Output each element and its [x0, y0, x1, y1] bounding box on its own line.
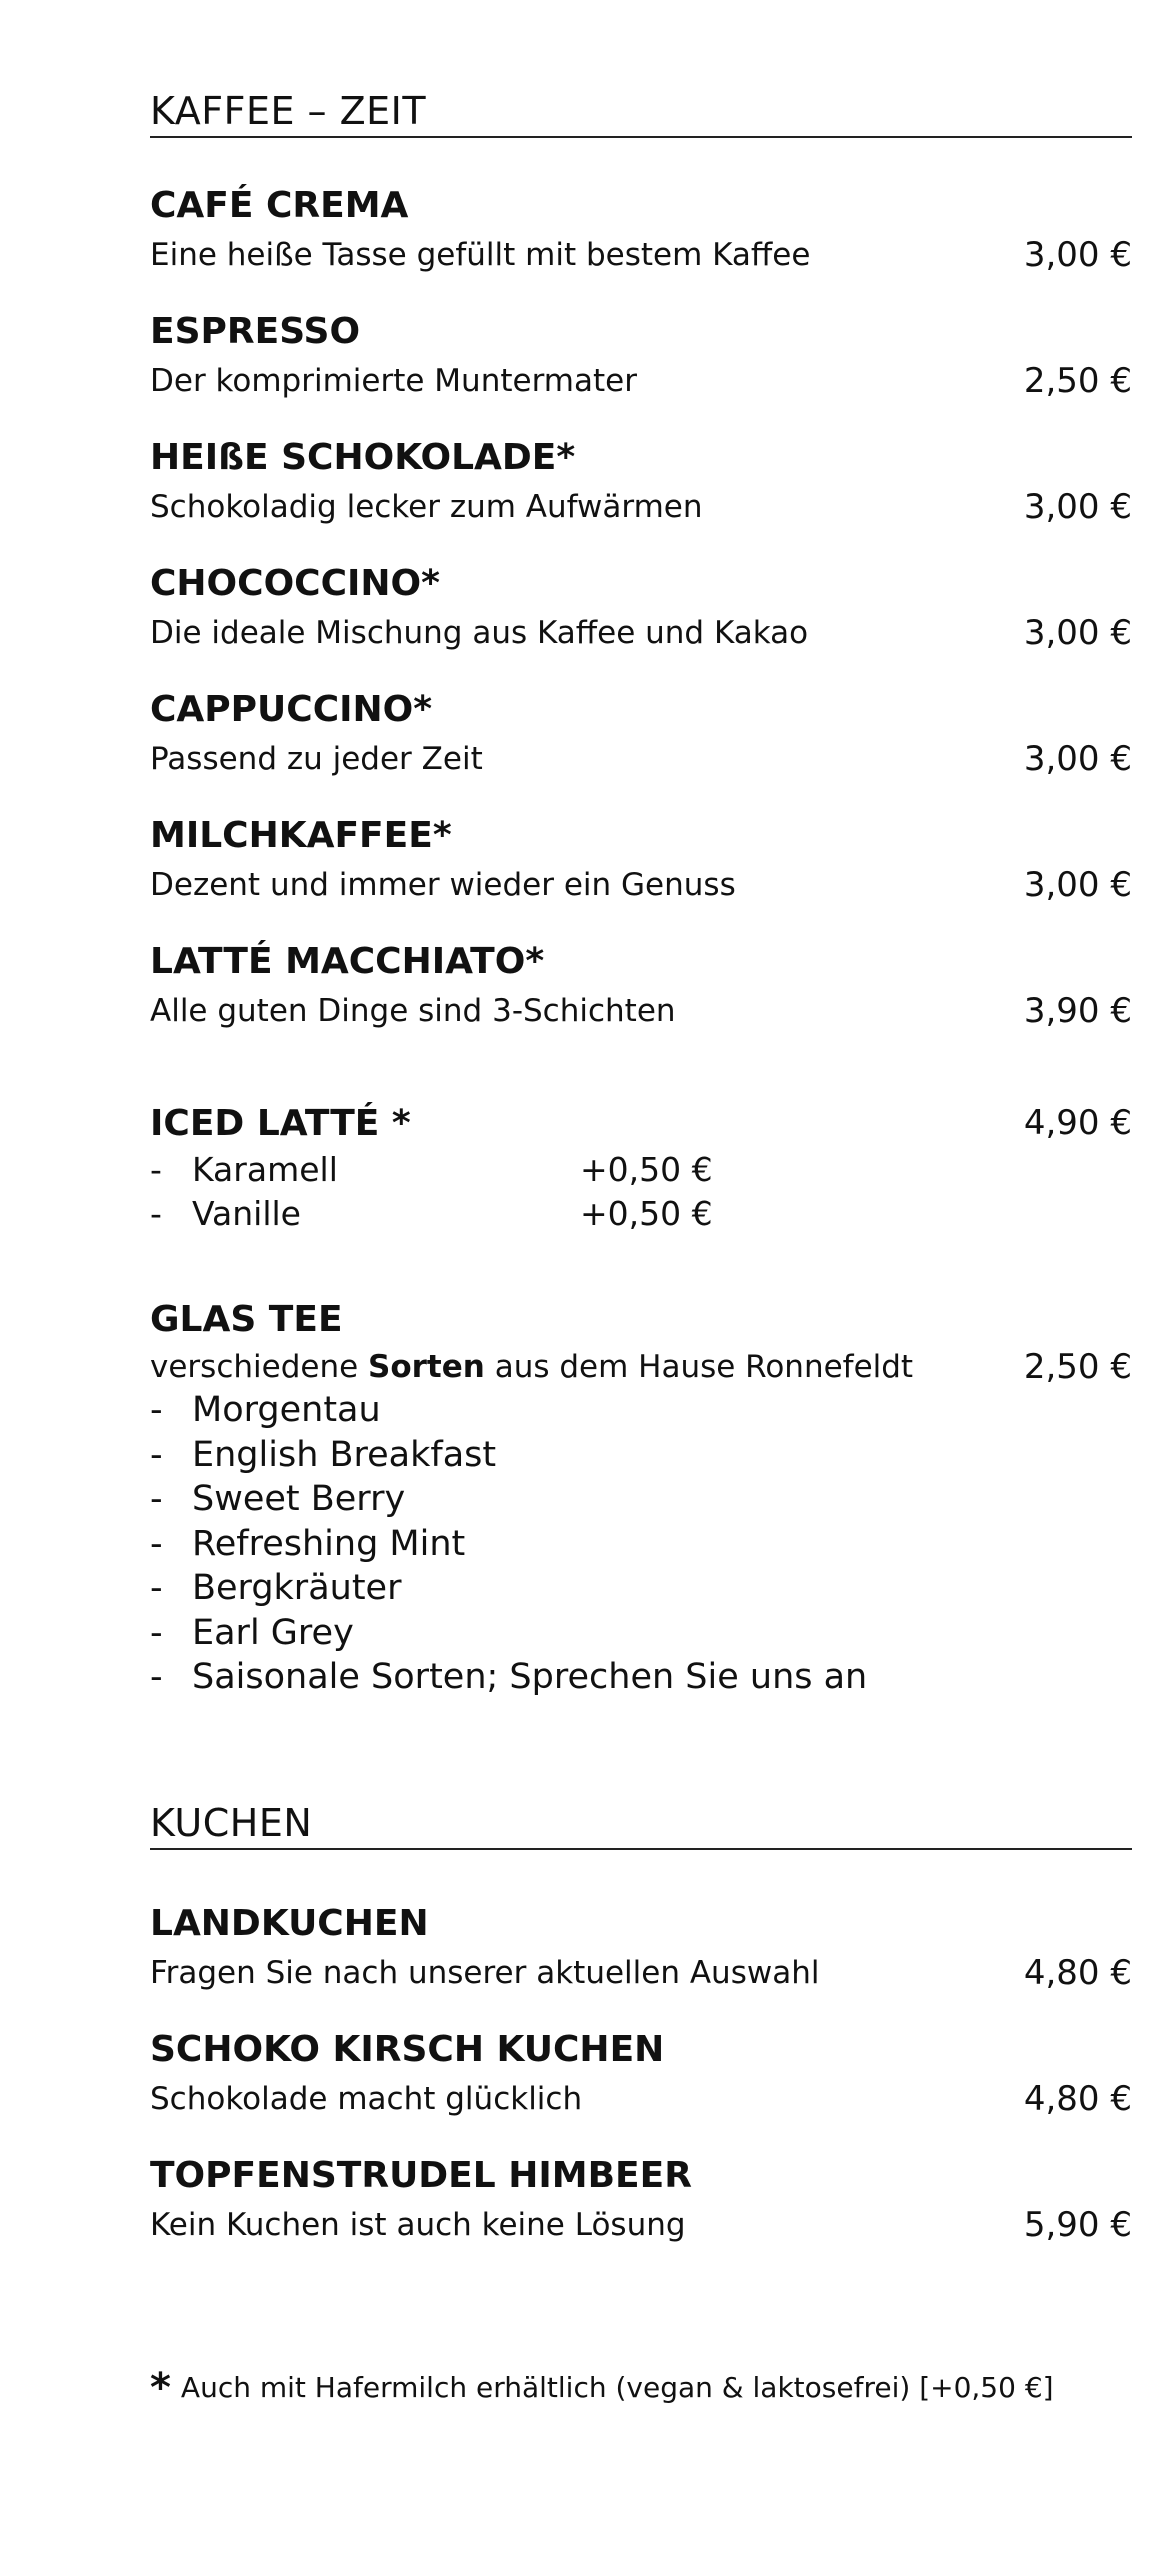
item-name: SCHOKO KIRSCH KUCHEN — [150, 2029, 665, 2070]
variety-label: Saisonale Sorten; Sprechen Sie uns an — [192, 1657, 868, 1697]
item-name: ICED LATTÉ * — [150, 1103, 411, 1144]
list-dash: - — [150, 1612, 163, 1653]
variety-label: Refreshing Mint — [192, 1523, 466, 1564]
item-name: HEIßE SCHOKOLADE* — [150, 437, 576, 478]
item-name: MILCHKAFFEE* — [150, 815, 452, 856]
option-row-karamell — [150, 1148, 1132, 1192]
footnote-asterisk: * — [150, 2365, 171, 2411]
section-title: KUCHEN — [150, 1801, 313, 1845]
option-price: +0,50 € — [580, 1150, 713, 1189]
section-header-kuchen — [150, 1800, 1132, 1850]
list-item — [150, 1611, 1132, 1656]
list-dash: - — [150, 1434, 163, 1475]
footnote — [150, 2365, 1054, 2411]
menu-item-landkuchen — [150, 1902, 1132, 1994]
menu-item-latte-macchiato — [150, 940, 1132, 1032]
item-price: 3,90 € — [1023, 991, 1132, 1031]
list-dash: - — [150, 1194, 162, 1233]
list-dash: - — [150, 1390, 163, 1430]
item-description: Die ideale Mischung aus Kaffee und Kakao — [150, 615, 809, 651]
list-item — [150, 1522, 1132, 1567]
list-dash: - — [150, 1479, 163, 1519]
menu-item-glas-tee — [150, 1298, 1132, 1700]
menu-item-schoko-kirsch-kuchen — [150, 2028, 1132, 2120]
description-bold-text: Sorten — [368, 1349, 485, 1385]
item-price: 2,50 € — [1023, 1347, 1132, 1387]
item-description-row — [150, 1346, 1132, 1388]
option-row-vanille — [150, 1192, 1132, 1236]
list-item — [150, 1388, 1132, 1433]
item-description — [150, 1346, 1132, 1388]
item-price: 2,50 € — [1023, 361, 1132, 401]
item-name: GLAS TEE — [150, 1299, 343, 1340]
item-price: 3,00 € — [1023, 487, 1132, 527]
item-description: Dezent und immer wieder ein Genuss — [150, 867, 736, 903]
item-price: 4,90 € — [1023, 1103, 1132, 1143]
list-dash: - — [150, 1568, 163, 1608]
item-description: Kein Kuchen ist auch keine Lösung — [150, 2207, 686, 2243]
item-description: Schokoladig lecker zum Aufwärmen — [150, 489, 703, 525]
list-item — [150, 1566, 1132, 1611]
variety-label: Sweet Berry — [192, 1479, 406, 1519]
item-price: 3,00 € — [1023, 739, 1132, 779]
tea-variety-list — [150, 1388, 1132, 1700]
list-item — [150, 1655, 1132, 1700]
item-name: CHOCOCCINO* — [150, 563, 440, 604]
list-item — [150, 1433, 1132, 1478]
menu-item-cappuccino — [150, 688, 1132, 780]
menu-item-topfenstrudel-himbeer — [150, 2154, 1132, 2246]
item-description: Schokolade macht glücklich — [150, 2081, 583, 2117]
list-dash: - — [150, 1523, 163, 1564]
item-description: Alle guten Dinge sind 3-Schichten — [150, 993, 676, 1029]
item-name: ESPRESSO — [150, 311, 361, 352]
menu-item-cafe-crema — [150, 184, 1132, 276]
description-text: verschiedene — [150, 1349, 369, 1385]
menu-item-chococcino — [150, 562, 1132, 654]
item-name: LANDKUCHEN — [150, 1903, 429, 1944]
item-price: 4,80 € — [1023, 2079, 1132, 2119]
item-price: 5,90 € — [1023, 2205, 1132, 2245]
option-label: Karamell — [192, 1150, 338, 1189]
item-description: Fragen Sie nach unserer aktuellen Auswahl — [150, 1955, 820, 1991]
description-text: aus dem Hause Ronnefeldt — [484, 1349, 914, 1385]
footnote-text: Auch mit Hafermilch erhältlich (vegan & laktosefrei) [+0,50 €] — [180, 2371, 1054, 2404]
option-price: +0,50 € — [580, 1194, 713, 1233]
item-name: LATTÉ MACCHIATO* — [150, 941, 545, 982]
section-title: KAFFEE – ZEIT — [150, 89, 427, 133]
item-name: TOPFENSTRUDEL HIMBEER — [150, 2155, 692, 2196]
menu-item-heisse-schokolade — [150, 436, 1132, 528]
option-label: Vanille — [192, 1194, 301, 1233]
item-description: Passend zu jeder Zeit — [150, 741, 483, 777]
item-price: 3,00 € — [1023, 235, 1132, 275]
item-price: 3,00 € — [1023, 613, 1132, 653]
menu-item-iced-latte — [150, 1102, 1132, 1236]
section-header-kaffee — [150, 88, 1132, 138]
list-item — [150, 1477, 1132, 1522]
item-price: 4,80 € — [1023, 1953, 1132, 1993]
menu-item-espresso — [150, 310, 1132, 402]
variety-label: English Breakfast — [192, 1434, 497, 1475]
item-name: CAFÉ CREMA — [150, 185, 409, 226]
item-description: Eine heiße Tasse gefüllt mit bestem Kaffee — [150, 237, 811, 273]
variety-label: Bergkräuter — [192, 1568, 402, 1608]
item-description: Der komprimierte Muntermater — [150, 363, 637, 399]
item-price: 3,00 € — [1023, 865, 1132, 905]
variety-label: Morgentau — [192, 1390, 381, 1430]
variety-label: Earl Grey — [192, 1612, 354, 1653]
list-dash: - — [150, 1150, 162, 1189]
item-name: CAPPUCCINO* — [150, 689, 433, 730]
list-dash: - — [150, 1657, 163, 1697]
menu-item-milchkaffee — [150, 814, 1132, 906]
